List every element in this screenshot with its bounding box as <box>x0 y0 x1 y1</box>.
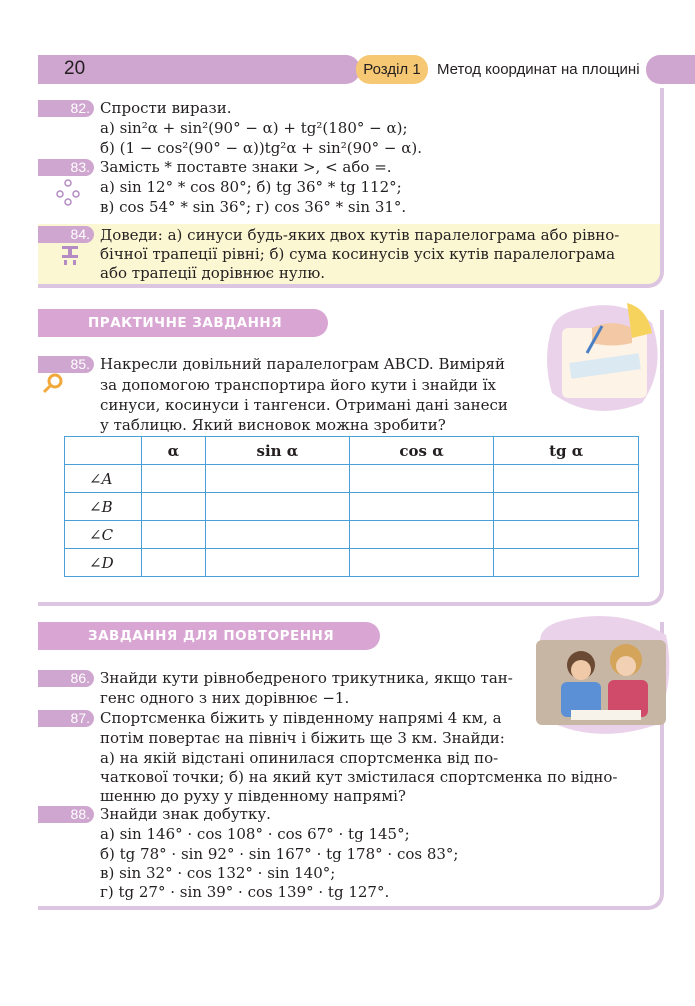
practical-banner: ПРАКТИЧНЕ ЗАВДАННЯ <box>38 309 328 337</box>
table-header-cell: cos α <box>349 437 494 465</box>
table-cell[interactable] <box>494 521 639 549</box>
table-header-cell <box>65 437 142 465</box>
task85-line3: синуси, косинуси і тангенси. Отримані дані занеси <box>100 396 508 414</box>
task88-b: б) tg 78° · sin 92° · sin 167° · tg 178° · cos 83°; <box>100 845 459 863</box>
table-cell[interactable] <box>206 465 350 493</box>
circles-icon <box>54 178 82 206</box>
table-cell[interactable] <box>349 549 494 577</box>
table-cell[interactable] <box>494 493 639 521</box>
table-header-cell: α <box>141 437 205 465</box>
table-cell[interactable] <box>141 549 205 577</box>
task86-line2: генс одного з них дорівнює −1. <box>100 689 350 707</box>
measurement-table <box>64 436 639 577</box>
task87-line1: Спортсменка біжить у південному напрямі 4 км, а <box>100 709 502 727</box>
table-row <box>65 493 639 521</box>
task86-line1: Знайди кути рівнобедреного трикутника, якщо тан- <box>100 669 513 687</box>
row-label: ∠A <box>65 465 142 493</box>
students-image <box>526 610 676 740</box>
table-cell[interactable] <box>494 465 639 493</box>
table-row <box>65 521 639 549</box>
task85-line1: Накресли довільний паралелограм ABCD. Виміряй <box>100 355 506 373</box>
header-bar <box>38 55 360 84</box>
table-cell[interactable] <box>349 493 494 521</box>
row-label: ∠D <box>65 549 142 577</box>
page-number: 20 <box>64 58 86 79</box>
table-cell[interactable] <box>206 493 350 521</box>
table-cell[interactable] <box>141 493 205 521</box>
table-cell[interactable] <box>494 549 639 577</box>
table-cell[interactable] <box>349 465 494 493</box>
chapter-title: Метод координат на площині <box>437 61 640 78</box>
section-label: Розділ 1 <box>356 55 428 84</box>
task88-c: в) sin 32° · cos 132° · sin 140°; <box>100 864 336 882</box>
task-number-86: 86. <box>38 670 94 687</box>
task88-intro: Знайди знак добутку. <box>100 805 271 823</box>
row-label: ∠B <box>65 493 142 521</box>
table-cell[interactable] <box>349 521 494 549</box>
task87-line3: а) на якій відстані опинилася спортсменка від по- <box>100 749 499 767</box>
proof-icon <box>60 244 80 266</box>
task83-line1: а) sin 12° * cos 80°; б) tg 36° * tg 112°; <box>100 178 402 196</box>
task82-b: б) (1 − cos²(90° − α))tg²α + sin²(90° − α). <box>100 139 423 157</box>
task83-intro: Замість * поставте знаки >, < або =. <box>100 158 392 176</box>
task88-a: а) sin 146° · cos 108° · cos 67° · tg 145°; <box>100 825 410 843</box>
header-bar-right <box>646 55 695 84</box>
drawing-hand-image <box>532 298 662 416</box>
row-label: ∠C <box>65 521 142 549</box>
task85-line2: за допомогою транспортира його кути і знайди їх <box>100 376 496 394</box>
table-row <box>65 465 639 493</box>
table-row <box>65 549 639 577</box>
task-number-82: 82. <box>38 100 94 117</box>
task-number-84: 84. <box>38 226 94 243</box>
task83-line2: в) cos 54° * sin 36°; г) cos 36° * sin 31°. <box>100 198 407 216</box>
task82-intro: Спрости вирази. <box>100 99 232 117</box>
task87-line4: чаткової точки; б) на який кут змістилася спортсменка по відно- <box>100 768 618 786</box>
table-cell[interactable] <box>206 549 350 577</box>
table-header-cell: tg α <box>494 437 639 465</box>
task84-line3: або трапеції дорівнює нулю. <box>100 264 326 282</box>
task-number-83: 83. <box>38 159 94 176</box>
magnifier-icon <box>42 372 64 394</box>
task88-d: г) tg 27° · sin 39° · cos 139° · tg 127°. <box>100 883 390 901</box>
task-number-87: 87. <box>38 710 94 727</box>
task87-line5: шенню до руху у південному напрямі? <box>100 787 406 805</box>
task-number-88: 88. <box>38 806 94 823</box>
review-banner: ЗАВДАННЯ ДЛЯ ПОВТОРЕННЯ <box>38 622 380 650</box>
table-header-cell: sin α <box>206 437 350 465</box>
table-cell[interactable] <box>141 465 205 493</box>
table-cell[interactable] <box>141 521 205 549</box>
task-number-85: 85. <box>38 356 94 373</box>
task87-line2: потім повертає на північ і біжить ще 3 км. Знайди: <box>100 729 505 747</box>
task84-line2: бічної трапеції рівні; б) сума косинусів усіх кутів паралелограма <box>100 245 616 263</box>
task84-line1: Доведи: а) синуси будь-яких двох кутів паралелограма або рівно- <box>100 226 620 244</box>
table-cell[interactable] <box>206 521 350 549</box>
task85-line4: у таблицю. Який висновок можна зробити? <box>100 416 446 434</box>
task82-a: а) sin²α + sin²(90° − α) + tg²(180° − α); <box>100 119 408 137</box>
table-header-row <box>65 437 639 465</box>
